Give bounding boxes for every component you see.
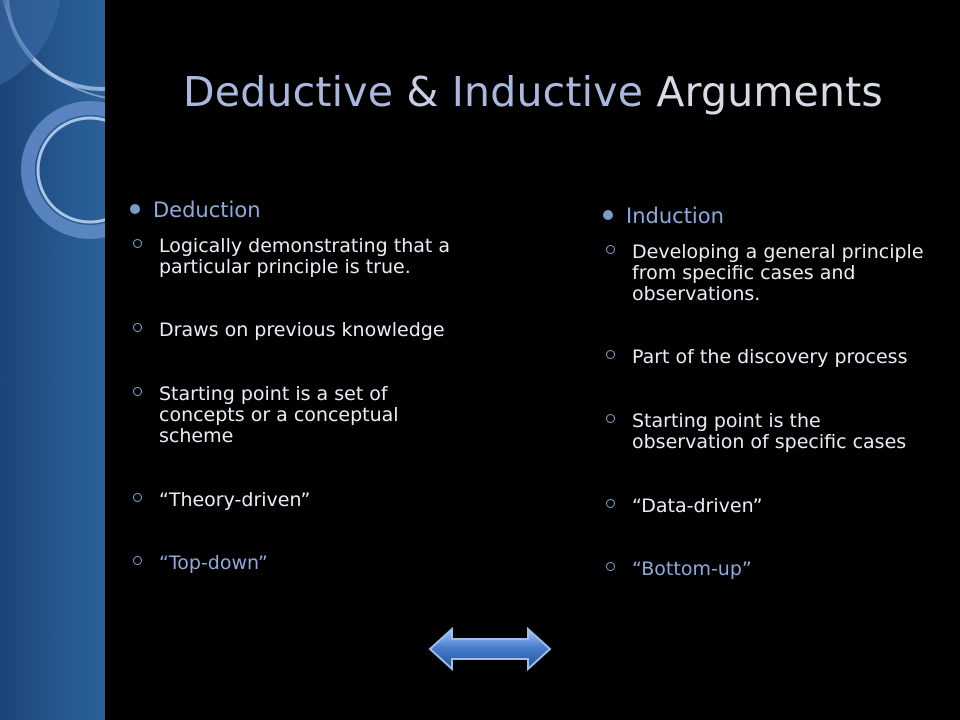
ring-bullet-icon bbox=[133, 239, 142, 248]
induction-item-text: Part of the discovery process bbox=[632, 346, 908, 368]
induction-item-text: Starting point is the observation of specific cases bbox=[632, 410, 907, 453]
deduction-item-text: “Top-down” bbox=[159, 552, 268, 574]
ring-bullet-icon bbox=[133, 323, 142, 332]
induction-item-text: Developing a general principle from specific cases and observations. bbox=[632, 241, 924, 305]
deduction-item-text: Logically demonstrating that a particular principle is true. bbox=[159, 235, 451, 278]
title-deductive: Deductive bbox=[183, 68, 394, 116]
bullet-dot-icon bbox=[130, 204, 140, 214]
induction-heading-text: Induction bbox=[626, 204, 724, 228]
deduction-heading bbox=[130, 196, 460, 224]
deduction-item bbox=[130, 320, 460, 341]
induction-item bbox=[603, 559, 933, 580]
induction-item-text: “Data-driven” bbox=[632, 495, 763, 517]
deduction-item-text: Draws on previous knowledge bbox=[159, 319, 445, 341]
ring-bullet-icon bbox=[606, 414, 615, 423]
induction-item bbox=[603, 496, 933, 517]
title-inductive: Inductive bbox=[451, 68, 644, 116]
title-ampersand: & bbox=[406, 68, 439, 116]
ring-bullet-icon bbox=[133, 556, 142, 565]
ring-bullet-icon bbox=[606, 245, 615, 254]
deduction-item-text: “Theory-driven” bbox=[159, 489, 311, 511]
induction-item bbox=[603, 242, 933, 305]
ring-bullet-icon bbox=[606, 350, 615, 359]
ring-bullet-icon bbox=[133, 493, 142, 502]
deduction-item-text: Starting point is a set of concepts or a conceptual scheme bbox=[159, 383, 399, 447]
deduction-column bbox=[130, 196, 460, 574]
induction-heading bbox=[603, 202, 933, 230]
induction-item bbox=[603, 411, 933, 453]
double-arrow-icon bbox=[428, 626, 552, 672]
slide-title bbox=[106, 62, 960, 122]
induction-item bbox=[603, 347, 933, 368]
deduction-heading-text: Deduction bbox=[153, 198, 261, 222]
bullet-dot-icon bbox=[603, 210, 613, 220]
deduction-item bbox=[130, 553, 460, 574]
title-arguments: Arguments bbox=[656, 68, 883, 116]
ring-bullet-icon bbox=[133, 387, 142, 396]
deduction-item bbox=[130, 490, 460, 511]
deduction-item bbox=[130, 384, 460, 447]
ring-bullet-icon bbox=[606, 562, 615, 571]
ring-bullet-icon bbox=[606, 499, 615, 508]
decorative-circles bbox=[0, 0, 105, 720]
induction-item-text: “Bottom-up” bbox=[632, 558, 752, 580]
deduction-item bbox=[130, 236, 460, 278]
sidebar-decoration bbox=[0, 0, 105, 720]
induction-column bbox=[603, 202, 933, 580]
